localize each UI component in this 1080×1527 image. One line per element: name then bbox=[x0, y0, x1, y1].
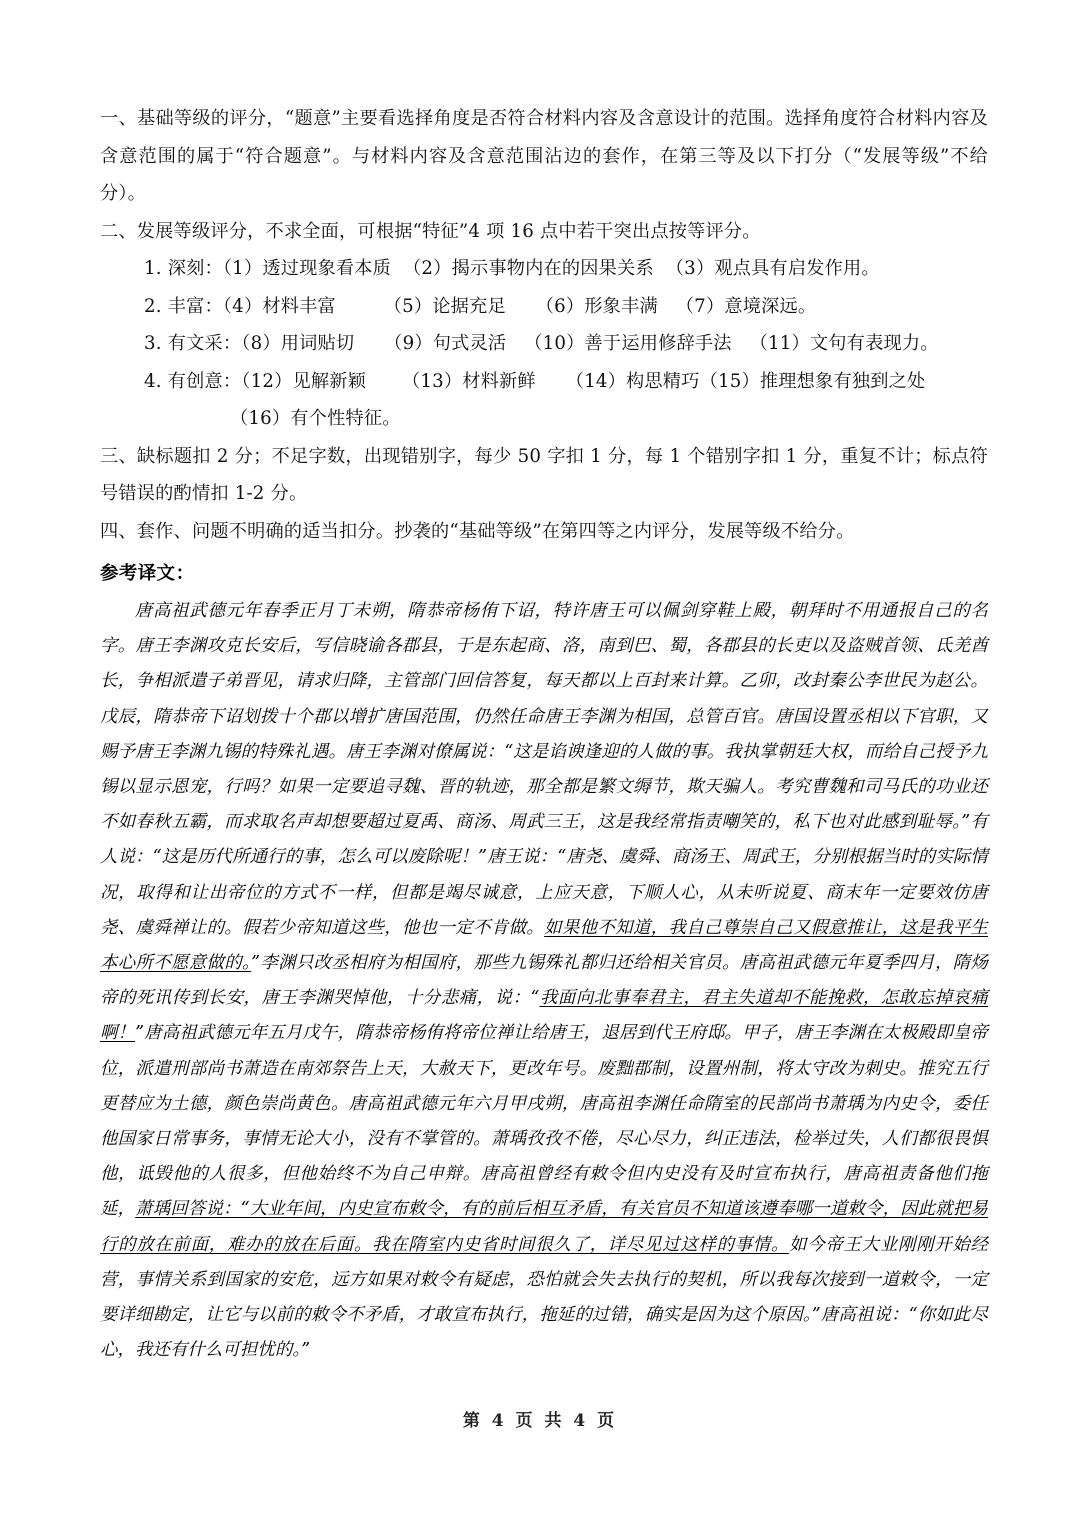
translation-underlined-segment: 我面向北事奉君主，君主失道却不能挽救，怎敢忘掉哀痛啊！ bbox=[100, 988, 988, 1044]
translation-underlined-segment: 如果他不知道，我自己尊崇自己又假意推让，这是我平生本心所不愿意做的。 bbox=[100, 917, 988, 974]
translation-underlined-segment: 萧瑀回答说：“大业年间，内史宣布敕令，有的前后相互矛盾，有关官员不知道该遵奉哪一道敕令，因此就把易行的放在前面，难办的放在后面。我在隋室内史省时间很久了，详尽见过这样的事情。 bbox=[100, 1199, 989, 1255]
translation-segment: 唐高祖武德元年春季正月丁未朔，隋恭帝杨侑下诏，特许唐王可以佩剑穿鞋上殿，朝拜时不用通报自己的名字。唐王李渊攻克长安后，写信晓谕各郡县，于是东起商、洛，南到巴、蜀，各郡县的长吏以及盗贼首领、氐羌酋长，争相派遣子弟晋见，请求归降，主管部门回信答复，每天都以上百封来计算。乙卯，改封秦公李世民为赵公。戊辰，隋恭帝下诏划拨十个郡以增扩唐国范围，仍然任命唐王李渊为相国，总管百官。唐国设置丞相以下官职，又赐予唐王李渊九锡的特殊礼遇。唐王李渊对僚属说：“这是谄谀逢迎的人做的事。我执掌朝廷大权，而给自己授予九锡以显示恩宠，行吗？如果一定要追寻魏、晋的轨迹，那全都是繁文缛节，欺天骗人。考究曹魏和司马氏的功业还不如春秋五霸，而求取名声却想要超过夏禹、商汤、周武三王，这是我经常指责嘲笑的，私下也对此感到耻辱。”有人说：“这是历代所通行的事，怎么可以废除呢！”唐王说：“唐尧、虞舜、商汤王、周武王，分别根据当时的实际情况，取得和让出帝位的方式不一样，但都是竭尽诚意，上应天意，下顺人心，从未听说夏、商末年一定要效仿唐尧、虞舜禅让的。假若少帝知道这些，他也一定不肯做。 bbox=[100, 601, 988, 938]
page-footer: 第 4 页 共 4 页 bbox=[462, 1411, 618, 1431]
scoring-criteria-block bbox=[100, 100, 988, 550]
criteria-sub-item-2: 2. 丰富：（4）材料丰富 （5）论据充足 （6）形象丰满 （7）意境深远。 bbox=[144, 295, 817, 317]
criteria-item-4: 四、套作、问题不明确的适当扣分。抄袭的“基础等级”在第四等之内评分，发展等级不给分。 bbox=[100, 520, 855, 542]
criteria-sub-item-3: 3. 有文采：（8）用词贴切 （9）句式灵活 （10）善于运用修辞手法 （11）文句有表现力。 bbox=[144, 333, 939, 354]
criteria-item-3: 三、缺标题扣 2 分；不足字数，出现错别字，每少 50 字扣 1 分，每 1 个错别字扣 1 分，重复不计；标点符号错误的酌情扣 1-2 分。 bbox=[100, 445, 988, 504]
translation-segment: ”李渊只改丞相府为相国府，那些九锡殊礼都归还给相关官员。唐高祖武德元年夏季四月，隋炀帝的死讯传到长安，唐王李渊哭悼他，十分悲痛，说：“ bbox=[100, 953, 988, 1009]
criteria-item-1: 一、基础等级的评分，“题意”主要看选择角度是否符合材料内容及含意设计的范围。选择角度符合材料内容及含意范围的属于“符合题意”。与材料内容及含意范围沾边的套作，在第三等及以下打分（“发展等级”不给分）。 bbox=[100, 108, 988, 204]
reference-translation-body bbox=[100, 594, 988, 1368]
translation-segment: ”唐高祖武德元年五月戊午，隋恭帝杨侑将帝位禅让给唐王，退居到代王府邸。甲子，唐王李渊在太极殿即皇帝位，派遣刑部尚书萧造在南郊祭告上天，大赦天下，更改年号。废黜郡制，设置州制，将太守改为刺史。推究五行更替应为土德，颜色崇尚黄色。唐高祖武德元年六月甲戌朔，唐高祖李渊任命隋室的民部尚书萧瑀为内史令，委任他国家日常事务，事情无论大小，没有不掌管的。萧瑀孜孜不倦，尽心尽力，纠正违法，检举过失，人们都很畏惧他，诋毁他的人很多，但他始终不为自己申辩。唐高祖曾经有敕令但内史没有及时宣布执行，唐高祖责备他们拖延， bbox=[100, 1023, 989, 1220]
criteria-sub-item-4-continuation: （16）有个性特征。 bbox=[230, 408, 401, 429]
criteria-sub-item-1: 1. 深刻：（1）透过现象看本质 （2）揭示事物内在的因果关系 （3）观点具有启发作用。 bbox=[144, 258, 880, 279]
criteria-sub-item-4: 4. 有创意：（12）见解新颖 （13）材料新鲜 （14）构思精巧（15）推理想象有独到之处 bbox=[144, 370, 926, 392]
criteria-item-2: 二、发展等级评分，不求全面，可根据“特征”4 项 16 点中若干突出点按等评分。 bbox=[100, 220, 761, 242]
translation-segment: 如今帝王大业刚刚开始经营，事情关系到国家的安危，远方如果对敕令有疑虑，恐怕就会失去执行的契机，所以我每次接到一道敕令，一定要详细勘定，让它与以前的敕令不矛盾，才敢宣布执行，拖延的过错，确实是因为这个原因。”唐高祖说：“你如此尽心，我还有什么可担忧的。” bbox=[100, 1234, 988, 1361]
reference-translation-heading: 参考译文： bbox=[100, 563, 195, 584]
